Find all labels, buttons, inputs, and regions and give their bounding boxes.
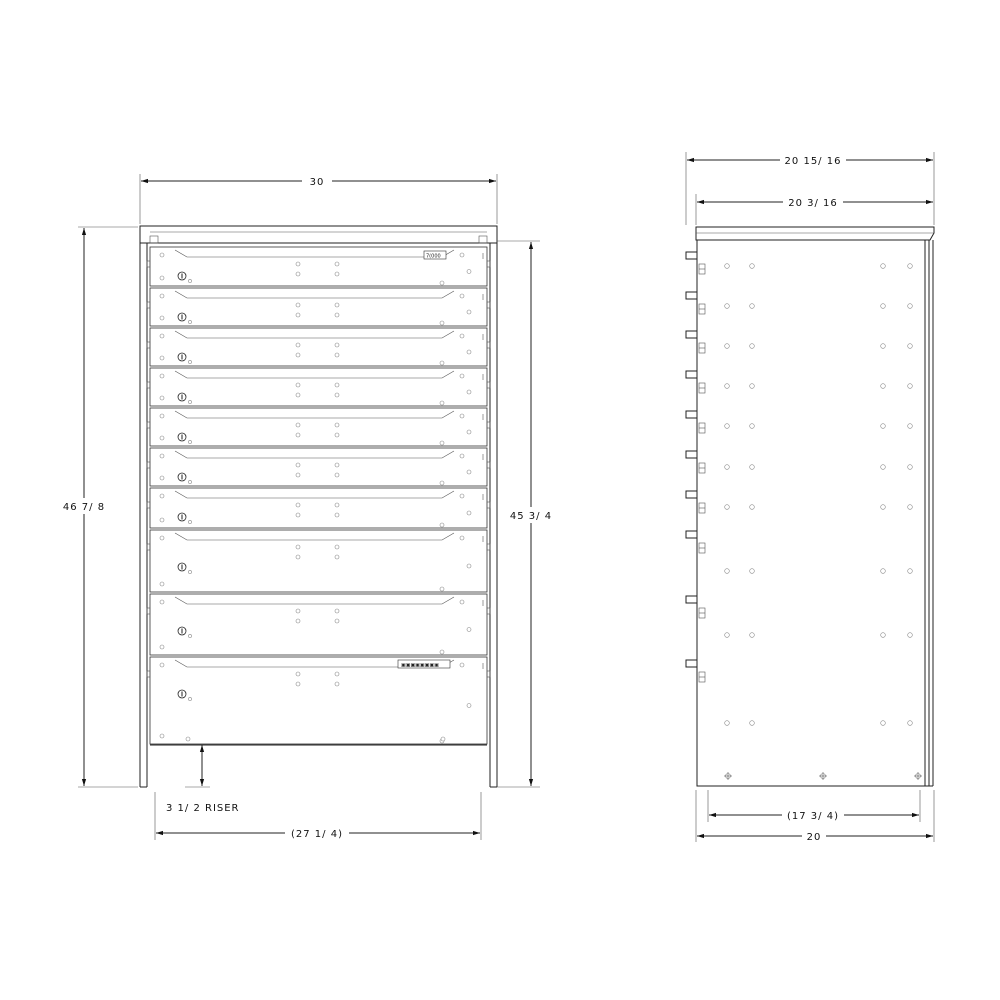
- hinge: [686, 596, 705, 618]
- hinge: [686, 371, 705, 393]
- compartment-door: [147, 530, 490, 592]
- panel-hole: [881, 465, 886, 470]
- screw-hole: [460, 663, 464, 667]
- screw-hole: [460, 374, 464, 378]
- panel-hole: [725, 465, 730, 470]
- screw-hole: [296, 303, 300, 307]
- panel-hole: [908, 384, 913, 389]
- panel-hole: [881, 344, 886, 349]
- screw-hole: [467, 511, 471, 515]
- screw-hole: [335, 682, 339, 686]
- side-top-cap: [696, 227, 934, 240]
- screw-hole: [188, 320, 191, 323]
- screw-hole: [160, 582, 164, 586]
- dim-inner-width: [155, 792, 481, 840]
- screw-hole: [335, 463, 339, 467]
- dim-width-30: [140, 174, 497, 224]
- panel-hole: [725, 721, 730, 726]
- side-base-screws: [724, 772, 922, 780]
- screw-hole: [467, 430, 471, 434]
- screw-hole: [296, 682, 300, 686]
- front-view: [60, 174, 556, 840]
- side-panel-holes: [725, 264, 913, 726]
- dim-body-height: [497, 241, 556, 787]
- dim-depth-overall-label: 20 15/ 16: [784, 156, 842, 167]
- screw-hole: [296, 353, 300, 357]
- panel-hole: [908, 264, 913, 269]
- screw-hole: [296, 423, 300, 427]
- screw-hole: [441, 737, 445, 741]
- hinge: [686, 531, 705, 553]
- screw-hole: [335, 272, 339, 276]
- panel-hole: [750, 569, 755, 574]
- screw-hole: [160, 536, 164, 540]
- screw-hole: [335, 423, 339, 427]
- screw-hole: [160, 356, 164, 360]
- screw-hole: [440, 321, 444, 325]
- screw-hole: [440, 523, 444, 527]
- panel-hole: [750, 465, 755, 470]
- screw-hole: [188, 634, 191, 637]
- screw-hole: [296, 503, 300, 507]
- panel-hole: [881, 304, 886, 309]
- hinge: [686, 252, 705, 274]
- screw-hole: [440, 650, 444, 654]
- screw-hole: [440, 401, 444, 405]
- screw-hole: [335, 433, 339, 437]
- screw-hole: [188, 360, 191, 363]
- screw-hole: [467, 564, 471, 568]
- hinge: [686, 411, 705, 433]
- hinge: [686, 660, 705, 682]
- screw-hole: [296, 393, 300, 397]
- screw-hole: [186, 737, 190, 741]
- dim-inner-width-label: (27 1/ 4): [291, 829, 343, 840]
- screw-hole: [160, 663, 164, 667]
- screw-hole: [188, 400, 191, 403]
- screw-hole: [160, 253, 164, 257]
- screw-hole: [160, 374, 164, 378]
- panel-hole: [725, 264, 730, 269]
- panel-hole: [881, 505, 886, 510]
- compartment-stack: [147, 247, 490, 744]
- screw-hole: [467, 350, 471, 354]
- screw-hole: [335, 545, 339, 549]
- panel-hole: [725, 424, 730, 429]
- screw-hole: [296, 555, 300, 559]
- screw-hole: [188, 570, 191, 573]
- screw-hole: [160, 476, 164, 480]
- screw-hole: [460, 536, 464, 540]
- screw-hole: [335, 513, 339, 517]
- screw-hole: [440, 441, 444, 445]
- panel-hole: [750, 304, 755, 309]
- dim-depth-top: [696, 194, 933, 225]
- screw-hole: [188, 440, 191, 443]
- screw-hole: [296, 545, 300, 549]
- panel-hole: [750, 384, 755, 389]
- dim-inner-depth: [708, 790, 920, 822]
- dim-total-height: [60, 227, 138, 787]
- compartment-door: [147, 408, 490, 446]
- panel-hole: [725, 569, 730, 574]
- screw-hole: [296, 433, 300, 437]
- screw-hole: [467, 310, 471, 314]
- dim-depth-top-label: 20 3/ 16: [788, 198, 838, 209]
- screw-hole: [467, 390, 471, 394]
- panel-hole: [881, 633, 886, 638]
- panel-hole: [750, 633, 755, 638]
- hinge: [686, 292, 705, 314]
- screw-hole: [160, 645, 164, 649]
- screw-hole: [335, 555, 339, 559]
- screw-hole: [160, 276, 164, 280]
- screw-hole: [160, 294, 164, 298]
- screw-hole: [460, 253, 464, 257]
- screw-hole: [296, 473, 300, 477]
- screw-hole: [335, 609, 339, 613]
- panel-hole: [725, 505, 730, 510]
- panel-hole: [750, 505, 755, 510]
- screw-hole: [160, 494, 164, 498]
- screw-hole: [467, 704, 471, 708]
- dim-riser-label: 3 1/ 2 RISER: [166, 803, 240, 814]
- screw-hole: [160, 518, 164, 522]
- screw-hole: [440, 281, 444, 285]
- compartment-door: [147, 368, 490, 406]
- screw-hole: [335, 383, 339, 387]
- screw-hole: [335, 303, 339, 307]
- screw-hole: [160, 436, 164, 440]
- panel-hole: [725, 633, 730, 638]
- screw-hole: [460, 600, 464, 604]
- screw-hole: [460, 414, 464, 418]
- dim-body-height-label: 45 3/ 4: [509, 511, 553, 522]
- screw-hole: [335, 473, 339, 477]
- compartment-door: [147, 328, 490, 366]
- screw-hole: [467, 470, 471, 474]
- panel-hole: [908, 721, 913, 726]
- panel-hole: [881, 384, 886, 389]
- panel-hole: [725, 304, 730, 309]
- panel-hole: [881, 569, 886, 574]
- hinge: [686, 491, 705, 513]
- screw-hole: [467, 270, 471, 274]
- compartment-door: [147, 594, 490, 655]
- hinge-column: [686, 252, 705, 682]
- screw-hole: [460, 494, 464, 498]
- screw-hole: [160, 454, 164, 458]
- screw-hole: [160, 316, 164, 320]
- panel-hole: [750, 721, 755, 726]
- screw-hole: [296, 343, 300, 347]
- base-screw: [724, 772, 732, 780]
- screw-hole: [160, 600, 164, 604]
- compartment-door: [147, 288, 490, 326]
- screw-hole: [296, 672, 300, 676]
- screw-hole: [335, 262, 339, 266]
- screw-hole: [160, 396, 164, 400]
- dim-inner-depth-label: (17 3/ 4): [787, 811, 839, 822]
- screw-hole: [440, 481, 444, 485]
- dim-depth-base-label: 20: [806, 832, 822, 843]
- screw-hole: [160, 734, 164, 738]
- hinge: [686, 331, 705, 353]
- screw-hole: [296, 463, 300, 467]
- screw-hole: [296, 513, 300, 517]
- compartment-door: [147, 657, 490, 744]
- compartment-door: [147, 448, 490, 486]
- panel-hole: [908, 304, 913, 309]
- screw-hole: [188, 520, 191, 523]
- screw-hole: [160, 414, 164, 418]
- panel-hole: [908, 424, 913, 429]
- panel-hole: [725, 384, 730, 389]
- screw-hole: [460, 294, 464, 298]
- bottom-compartment-badge: [398, 660, 450, 669]
- screw-hole: [188, 480, 191, 483]
- screw-hole: [335, 313, 339, 317]
- panel-hole: [750, 264, 755, 269]
- screw-hole: [460, 334, 464, 338]
- panel-hole: [908, 505, 913, 510]
- side-panel: [697, 240, 929, 786]
- panel-hole: [908, 344, 913, 349]
- top-compartment-badge: [424, 251, 446, 260]
- svg-text:7(000: 7(000: [426, 253, 441, 260]
- screw-hole: [335, 393, 339, 397]
- dim-total-height-label: 46 7/ 8: [62, 502, 106, 513]
- screw-hole: [335, 672, 339, 676]
- panel-hole: [881, 721, 886, 726]
- screw-hole: [335, 343, 339, 347]
- dim-width-label: 30: [309, 177, 325, 188]
- panel-hole: [881, 264, 886, 269]
- dim-riser: [166, 745, 240, 814]
- panel-hole: [881, 424, 886, 429]
- screw-hole: [296, 609, 300, 613]
- panel-hole: [908, 569, 913, 574]
- screw-hole: [335, 619, 339, 623]
- panel-hole: [908, 465, 913, 470]
- screw-hole: [440, 587, 444, 591]
- panel-hole: [725, 344, 730, 349]
- screw-hole: [467, 628, 471, 632]
- compartment-door: [147, 488, 490, 528]
- panel-hole: [750, 424, 755, 429]
- screw-hole: [296, 383, 300, 387]
- screw-hole: [440, 361, 444, 365]
- screw-hole: [296, 619, 300, 623]
- base-screw: [914, 772, 922, 780]
- screw-hole: [335, 503, 339, 507]
- screw-hole: [296, 262, 300, 266]
- hinge: [686, 451, 705, 473]
- screw-hole: [296, 272, 300, 276]
- panel-hole: [908, 633, 913, 638]
- front-top-cap: [140, 226, 497, 243]
- base-screw: [819, 772, 827, 780]
- svg-text:▣▣▣▣▣▣▣▣: ▣▣▣▣▣▣▣▣: [401, 662, 439, 669]
- screw-hole: [160, 334, 164, 338]
- screw-hole: [188, 279, 191, 282]
- dim-depth-overall: [686, 152, 934, 225]
- panel-hole: [750, 344, 755, 349]
- screw-hole: [296, 313, 300, 317]
- screw-hole: [335, 353, 339, 357]
- screw-hole: [460, 454, 464, 458]
- side-view: [686, 152, 934, 843]
- screw-hole: [188, 697, 191, 700]
